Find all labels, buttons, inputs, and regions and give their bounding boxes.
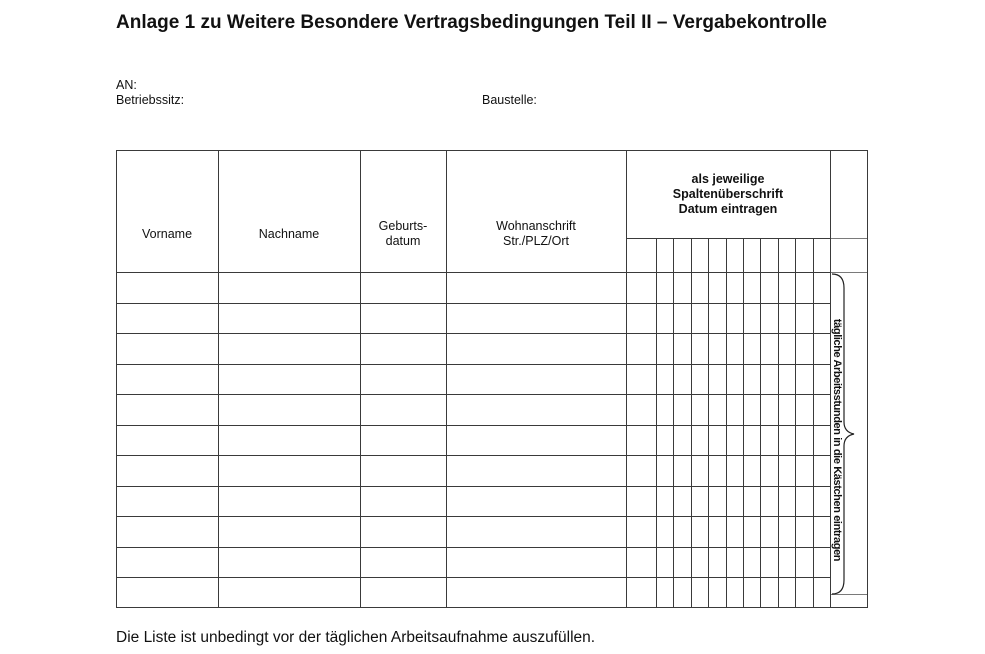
side-brace xyxy=(116,150,868,608)
footer-note: Die Liste ist unbedingt vor der täglichen Arbeitsaufnahme auszufüllen. xyxy=(116,629,596,646)
worker-hours-table xyxy=(116,150,868,608)
header-nachname: Nachname xyxy=(258,226,320,241)
header-vorname: Vorname xyxy=(141,226,193,241)
header-geburtsdatum: Geburts- datum xyxy=(378,219,428,248)
header-wohnanschrift: Wohnanschrift Str./PLZ/Ort xyxy=(496,219,576,248)
side-note-text: tägliche Arbeitsstunden in die Kästchen eintragen xyxy=(831,318,843,562)
betriebssitz-label: Betriebssitz: xyxy=(116,93,185,107)
header-date-group: als jeweilige Spaltenüberschrift Datum eintragen xyxy=(672,171,784,216)
document-title: Anlage 1 zu Weitere Besondere Vertragsbedingungen Teil II – Vergabekontrolle xyxy=(116,12,827,33)
baustelle-label: Baustelle: xyxy=(482,93,537,107)
an-label: AN: xyxy=(116,78,137,92)
